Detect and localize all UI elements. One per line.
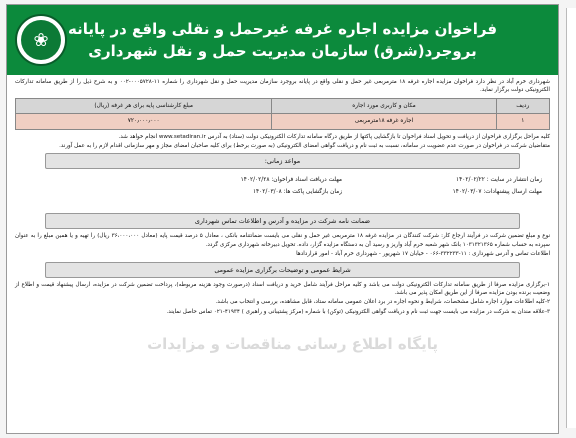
content [7,75,558,316]
publish-value: ۱۴۰۲/۰۲/۲۲ [456,177,485,184]
advertisement-frame [6,4,559,434]
send-deadline [453,188,542,196]
page-title [68,18,497,62]
setad-paragraph: کلیه مراحل برگزاری فراخوان از دریافت و تحویل اسناد فراخوان تا بازگشایی پاکتها از طریق درگاه سامانه تدارکات الکترونیکی دولت (ستاد) به آدرس www.setadiran.ir انجام خواهد شد. [118,133,550,140]
title-line-1: فراخوان مزایده اجاره غرفه غیرحمل و نقلی واقع در پایانه [67,20,498,38]
header-banner [7,5,558,75]
opening-date [253,188,342,196]
table-header-cell: مکان و کاربری مورد اجاره [272,98,496,113]
general-section-title: شرایط عمومی و توضیحات برگزاری مزایده عمومی [45,262,520,278]
send-label: مهلت ارسال پیشنهادات: [483,189,542,196]
municipality-emblem-icon: ❀ [15,14,67,66]
publish-label: زمان انتشار در سایت : [486,177,542,184]
general-item: ۳-علاقه مندان به شرکت در مزایده می بایست جهت ثبت نام و دریافت گواهی الکترونیکی (توکن) با شماره (مرکز پشتیبانی و راهبری ) ۴۱۹۳۴-۰۲۱ تماس حاصل نمایند. [166,308,550,315]
guarantee-section-title: ضمانت نامه شرکت در مزایده و آدرس و اطلاعات تماس شهرداری [45,213,520,229]
intro-paragraph: شهرداری خرم آباد در نظر دارد فراخوان مزایده اجاره غرفه ۱۸ مترمربعی غیر حمل و نقلی واقع در پایانه بروجرد سازمان مدیریت حمل و نقل شهرداری را شماره ۱۱-۰۰۰۵۷۲۸-۰۰۲ و به شرح ذیل را از طریق سامانه تدارکات الکترونیکی دولت برگزار نماید. [15,79,550,94]
title-line-2: بروجرد(شرق) سازمان مدیریت حمل و نقل شهرداری [88,42,477,60]
guarantee-paragraph: نوع و مبلغ تضمین شرکت در فرآیند ارجاع کار: شرکت کنندگان در مزایده غرفه ۱۸ مترمربعی غیر حمل و نقلی می بایست ضمانتنامه بانکی ، معادل ۵ درصد قیمت پایه (معادل ۳۶،۰۰۰،۰۰۰ ریال) را تهیه و یا همین مبلغ را به عنوان سپرده به حساب شماره ۱۰۳۱۳۲۱۳۶۵ بانک شهر شعبه خرم آباد واریز و رسید آن به دستگاه مزایده گزار، داده. تحویل دبیرخانه شهرداری مرکزی گردد. [15,233,551,248]
table-cell: ۱ [496,114,549,129]
general-item: ۱-برگزاری مزایده صرفا از طریق سامانه تدارکات الکترونیکی دولت می باشد و کلیه مراحل فرآیند شامل خرید و دریافت اسناد (درصورت وجود هزینه مربوطه)، پرداخت تضمین شرکت در مزایده، ارسال پیشنهاد قیمت و اطلاع از وضعیت برنده بودن مزایده صرفا از این طریق امکان پذیر می باشد. [15,281,550,297]
page-edge-strip [566,8,576,428]
contact-paragraph: اطلاعات تماس و آدرس شهرداری : ۱۱-۳۳۲۲۳۳-۰۶۶ - خیابان ۱۷ شهریور - شهرداری خرم آباد - امور قراردادها [296,251,550,258]
send-value: ۱۴۰۲/۰۳/۰۷ [452,189,482,196]
table-header-row [16,98,550,113]
dates-section-title: مواعد زمانی: [45,153,520,169]
table-header-cell: ردیف [496,98,549,113]
table-cell: اجاره غرفه ۱۸مترمربعی [272,114,496,129]
receive-label: مهلت دریافت اسناد فراخوان: [271,177,342,184]
receive-value: ۱۴۰۲/۰۲/۲۸ [240,177,270,184]
table-row [16,114,550,129]
general-item: ۲-کلیه اطلاعات موارد اجاره شامل مشخصات، شرایط و نحوه اجاره در برد اعلان عمومی سامانه ستاد، قابل مشاهده، بررسی و انتخاب می باشد. [215,299,550,306]
table-cell: ۷۲۰٫۰۰۰٫۰۰۰ [16,114,272,129]
open-label: زمان بازگشایی پاکت ها: [283,189,342,196]
membership-paragraph: متقاضیان شرکت در فراخوان در صورت عدم عضویت در سامانه، نسبت به ثبت نام و دریافت گواهی امضای الکترونیکی (به صورت برخط) برای کلیه صاحبان امضای مجاز و مهر سازمانی اقدام لازم را به عمل آورند. [59,143,550,150]
publish-date [456,176,542,184]
table-header-cell: مبلغ کارشناسی پایه برای هر غرفه (ریال) [16,98,272,113]
items-table [15,98,550,130]
receive-deadline [241,176,342,184]
dates-block [23,172,542,210]
open-value: ۱۴۰۲/۰۳/۰۸ [252,189,282,196]
watermark: پایگاه اطلاع رسانی مناقصات و مزایدات [147,335,438,353]
